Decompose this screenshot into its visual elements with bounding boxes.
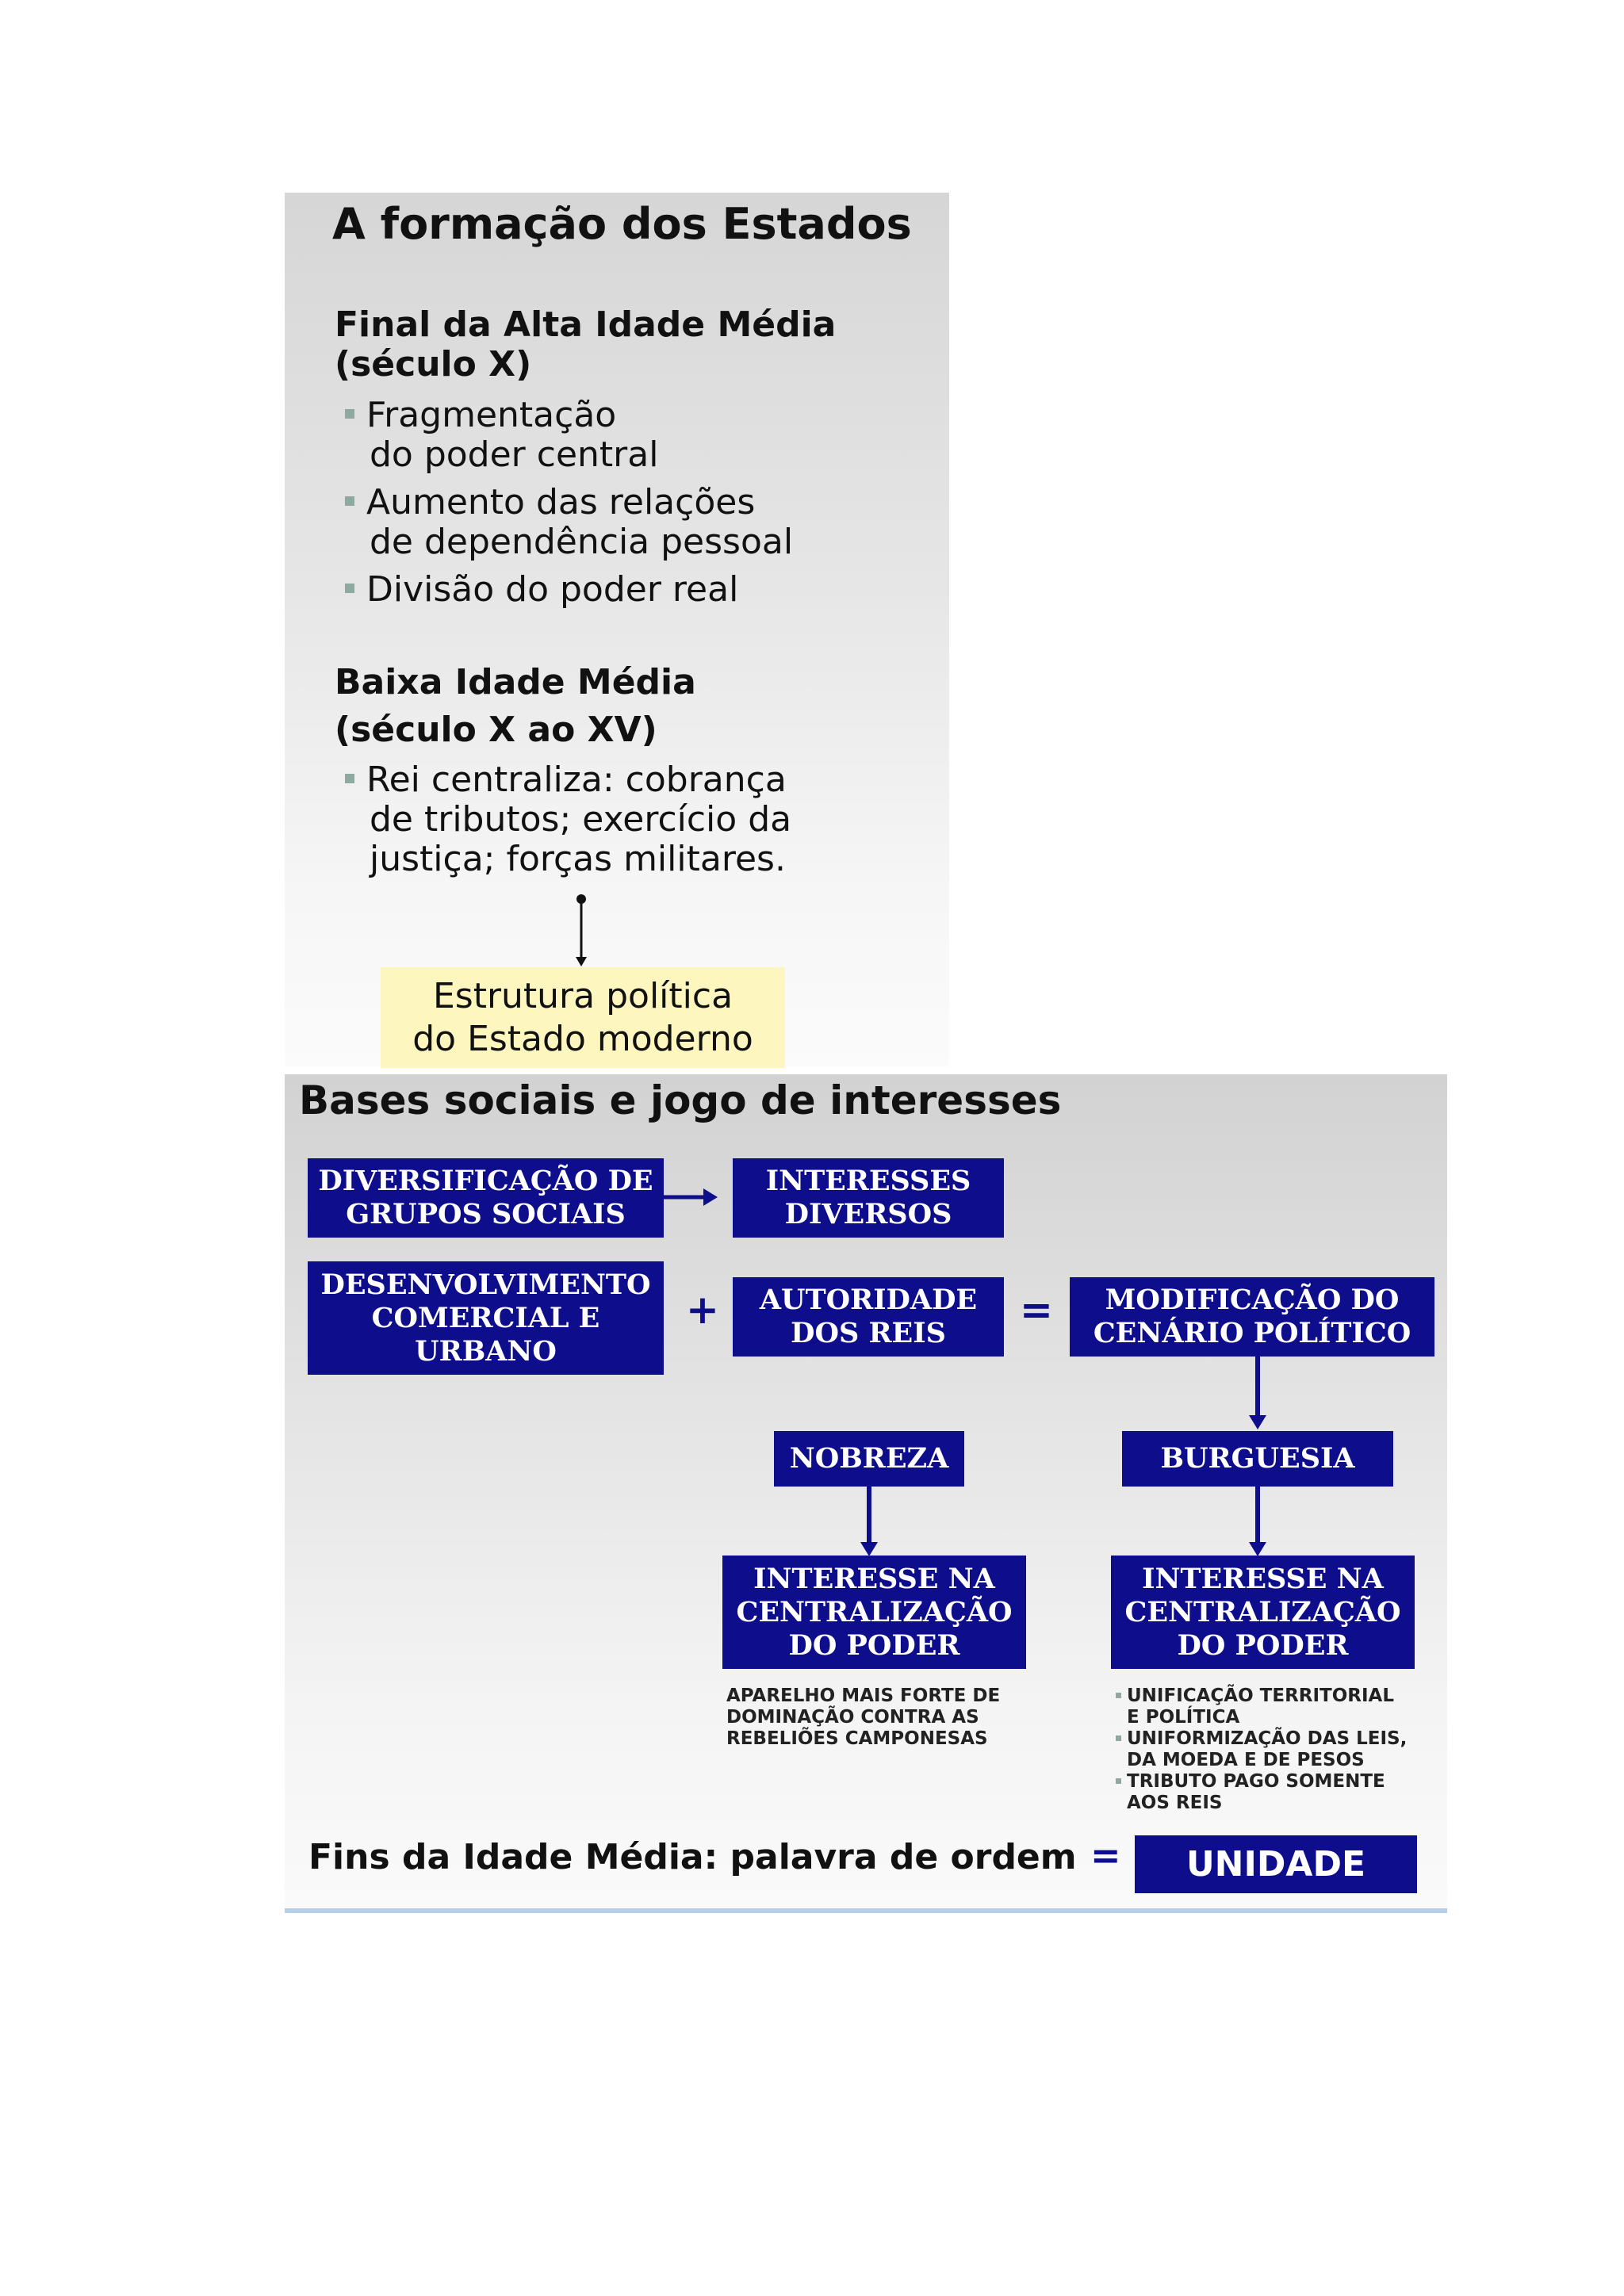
box-line: DESENVOLVIMENTO <box>320 1268 651 1301</box>
section1-heading <box>335 305 836 385</box>
bullet-rei-centraliza <box>366 760 791 879</box>
box-interesse-burguesia <box>1111 1556 1415 1669</box>
note-line: TRIBUTO PAGO SOMENTE <box>1127 1771 1385 1792</box>
box-autoridade-dos-reis <box>733 1277 1004 1357</box>
section2-heading-line2: (século X ao XV) <box>335 710 657 750</box>
bullet-divisao <box>366 570 738 610</box>
conclusion-text: Fins da Idade Média: palavra de ordem <box>308 1837 1077 1877</box>
box-line: GRUPOS SOCIAIS <box>346 1198 626 1230</box>
bullet-line: justiça; forças militares. <box>370 839 786 879</box>
bullet-line: de tributos; exercício da <box>370 799 792 840</box>
box-line: AUTORIDADE <box>759 1284 978 1316</box>
result-box-estado-moderno <box>381 967 785 1068</box>
bullet-square-icon <box>345 496 354 506</box>
note-line: UNIFORMIZAÇÃO DAS LEIS, <box>1127 1728 1408 1749</box>
bullet-line: do poder central <box>370 434 659 475</box>
down-arrow-connector <box>572 894 591 968</box>
box-line: INTERESSE NA <box>1142 1562 1384 1595</box>
box-line: COMERCIAL E <box>371 1301 600 1334</box>
bullet-square-icon <box>1116 1693 1121 1698</box>
section2-heading-line1: Baixa Idade Média <box>335 662 696 702</box>
slide2-title: Bases sociais e jogo de interesses <box>299 1077 1062 1123</box>
box-diversificacao-grupos-sociais <box>308 1158 664 1238</box>
result-line: do Estado moderno <box>412 1019 753 1059</box>
box-nobreza: NOBREZA <box>774 1431 964 1487</box>
note-item <box>1127 1686 1407 1728</box>
box-burguesia: BURGUESIA <box>1122 1431 1393 1487</box>
bullet-line: de dependência pessoal <box>370 522 794 562</box>
box-line: INTERESSE NA <box>753 1562 995 1595</box>
note-line: APARELHO MAIS FORTE DE <box>726 1686 1001 1706</box>
bullet-square-icon <box>1116 1735 1121 1741</box>
slide-bases-sociais <box>285 1074 1447 1913</box>
note-line: UNIFICAÇÃO TERRITORIAL <box>1127 1686 1395 1706</box>
slide1-title: A formação dos Estados <box>332 199 912 249</box>
box-interesse-nobreza <box>722 1556 1026 1669</box>
box-line: CENTRALIZAÇÃO <box>736 1595 1013 1628</box>
conclusion-equals: = <box>1090 1834 1121 1877</box>
unidade-badge: UNIDADE <box>1135 1835 1417 1893</box>
note-line: AOS REIS <box>1127 1793 1223 1813</box>
bullet-square-icon <box>345 584 354 593</box>
result-line: Estrutura política <box>432 976 733 1016</box>
box-line: INTERESSES <box>765 1165 971 1197</box>
bullet-line: Aumento das relações <box>366 482 756 522</box>
note-line: E POLÍTICA <box>1127 1707 1240 1728</box>
box-line: CENÁRIO POLÍTICO <box>1093 1317 1411 1349</box>
box-line: DO PODER <box>788 1628 960 1662</box>
bullet-line: Divisão do poder real <box>366 569 739 610</box>
note-item <box>1127 1771 1407 1814</box>
burguesia-notes <box>1127 1686 1407 1814</box>
bullet-line: Rei centraliza: cobrança <box>366 760 787 800</box>
nobreza-note <box>726 1686 1000 1750</box>
bullet-square-icon <box>1116 1778 1121 1784</box>
box-desenvolvimento-comercial-urbano <box>308 1261 664 1375</box>
section1-heading-line1: Final da Alta Idade Média <box>335 304 837 345</box>
note-line: DA MOEDA E DE PESOS <box>1127 1750 1365 1770</box>
box-line: URBANO <box>415 1334 557 1368</box>
section1-heading-line2: (século X) <box>335 344 532 385</box>
bullet-square-icon <box>345 774 354 783</box>
box-line: DO PODER <box>1177 1628 1349 1662</box>
box-line: MODIFICAÇÃO DO <box>1105 1284 1400 1316</box>
box-line: DIVERSOS <box>784 1198 952 1230</box>
note-line: REBELIÕES CAMPONESAS <box>726 1728 988 1749</box>
bullet-fragmentacao <box>366 396 658 475</box>
bullet-aumento <box>366 483 793 562</box>
box-line: DOS REIS <box>791 1317 946 1349</box>
plus-operator: + <box>686 1287 719 1333</box>
section2-heading <box>335 659 696 754</box>
equals-operator: = <box>1020 1287 1053 1333</box>
slide-bottom-divider <box>285 1908 1447 1913</box>
note-line: DOMINAÇÃO CONTRA AS <box>726 1707 979 1728</box>
box-line: DIVERSIFICAÇÃO DE <box>318 1165 653 1197</box>
bullet-line: Fragmentação <box>366 395 617 435</box>
slide-formacao-estados <box>285 193 949 1066</box>
bullet-square-icon <box>345 409 354 419</box>
note-item <box>1127 1728 1407 1771</box>
box-modificacao-cenario-politico <box>1070 1277 1434 1357</box>
box-line: CENTRALIZAÇÃO <box>1124 1595 1401 1628</box>
box-interesses-diversos <box>733 1158 1004 1238</box>
